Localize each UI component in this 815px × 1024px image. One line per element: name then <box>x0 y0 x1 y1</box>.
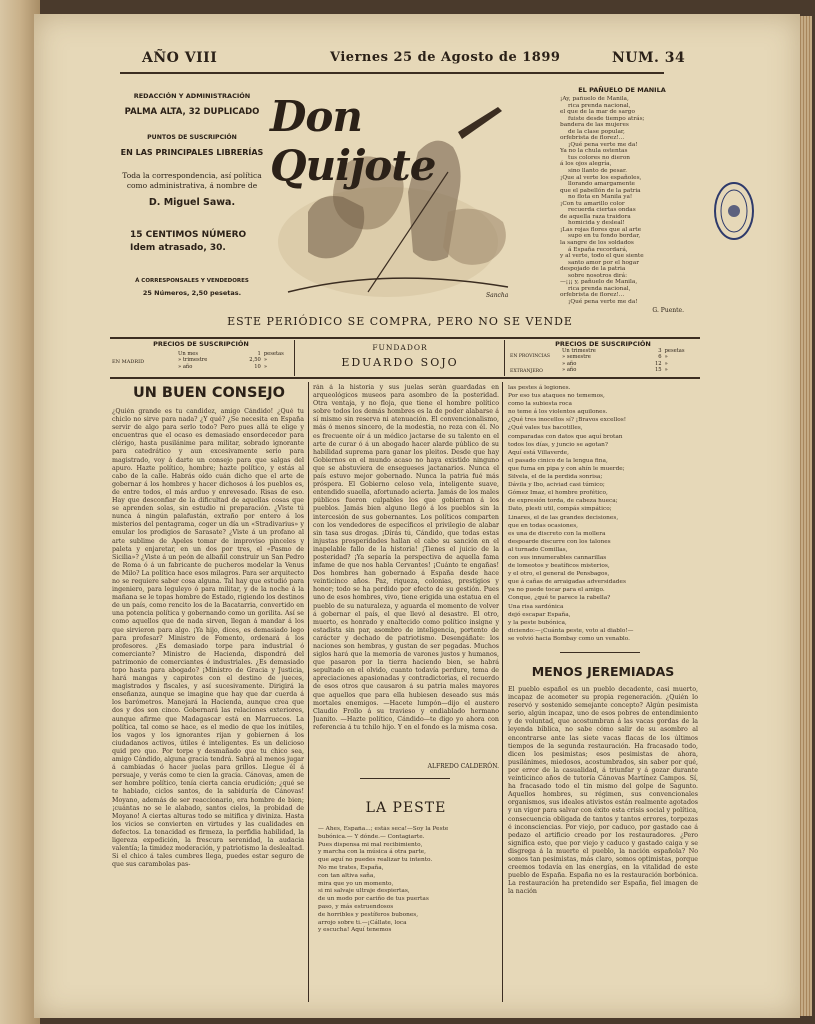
poem-line: Aquí está Villaverde, <box>508 449 569 456</box>
poem-line: ¡Que al verte los españoles, <box>560 174 642 181</box>
back-issue-price: Idem atrasado, 30. <box>130 243 226 253</box>
fundador-box <box>300 343 500 369</box>
subs-left-place: EN MADRID <box>112 359 145 365</box>
column-rule-2 <box>502 382 503 1002</box>
column-rule-1 <box>308 382 309 1002</box>
panuelo-poem <box>560 86 684 312</box>
subs-left-rows <box>178 351 290 370</box>
poem-line: Linares, el de las grandes decisiones, <box>508 514 619 521</box>
poem-line: — Ahes, España...; estás seca!—Soy la Peste <box>318 826 449 832</box>
panuelo-lines <box>560 96 684 306</box>
stamp-seal-icon <box>712 180 756 242</box>
subs-divider-1 <box>294 340 295 376</box>
puntos-title: PUNTOS DE SUSCRIPCIÓN <box>147 134 237 141</box>
year-label: AÑO VIII <box>142 50 218 66</box>
poem-line: que á cañas de arraigadas adversidades <box>508 579 626 586</box>
price-label: » año <box>562 367 577 374</box>
poem-line: de lomeotos y beatíficos misterios, <box>508 563 610 570</box>
band-bottom-rule <box>110 377 700 379</box>
poem-line: Conque, ¿qué te parece la rabella? <box>508 595 611 602</box>
poem-line: paso, y más estruendosos <box>318 903 394 910</box>
subs-left <box>110 340 292 370</box>
artist-signature: Sancha <box>486 292 509 299</box>
poem-line: Dávila y Ibo, aciviad casi túmico; <box>508 482 605 489</box>
editor-name: D. Miguel Sawa. <box>148 197 236 208</box>
poem-line: recuerda ciertas ondas <box>568 207 636 214</box>
price-label: » año <box>178 363 193 370</box>
poem-line: fuiste desde tiempo atrás; <box>568 115 645 122</box>
poem-line: que en todas ocasiones, <box>508 522 579 529</box>
poem-line: y al verte, todo el que siente <box>560 253 644 260</box>
poem-line: dejó escapar España, <box>508 611 571 618</box>
poem-line: bubónica.— Y dónde.— Contagiarte. <box>318 833 425 840</box>
price-unit: » <box>263 363 268 370</box>
poem-line: con tan altiva saña, <box>318 872 376 879</box>
poem-line: que fuma en pipa y con ahín le muerde; <box>508 465 625 472</box>
poem-line: Por eso tus ataques no tememos, <box>508 393 605 400</box>
price-value: 1 <box>257 351 261 357</box>
poem-line: de horribles y pestíferos bubones, <box>318 911 419 918</box>
poem-line: el pasado cinico de la lengua fina, <box>508 457 608 464</box>
price-label: Un mes <box>178 351 199 357</box>
poem-line: ya no puede tocar para el amigo. <box>508 587 605 594</box>
poem-line: que el pabellón de la patria <box>560 187 641 194</box>
poem-line: y escucha! Aquí tenemos <box>318 927 392 934</box>
fundador-label: FUNDADOR <box>372 343 428 352</box>
poem-line: sino llanto de pesar. <box>568 168 627 175</box>
poem-line: el que de la mar de sargo <box>560 109 635 116</box>
poem-line: si mi salvaje ultraje despiertas, <box>318 888 410 895</box>
redaccion-address: PALMA ALTA, 32 DUPLICADO <box>124 107 260 117</box>
subs-divider-2 <box>504 340 505 376</box>
poem-line: con sus innumerables cannarillas <box>508 554 607 561</box>
price-row <box>178 364 290 370</box>
poem-line: Una risa sardónica <box>508 603 564 610</box>
poem-line: ¡Con tu amarillo color <box>560 200 625 207</box>
poem-line: despojado de la patria <box>560 266 626 273</box>
poem-line: de un modo por cariño de tus puertas <box>318 896 429 903</box>
poem-line: mira que yo un momento, <box>318 880 394 887</box>
poem-line: tus colores no dieron <box>568 154 631 161</box>
price-unit: » <box>263 357 268 364</box>
poem-line: diciendo:—¡Cuánta peste, voto al diablo!— <box>508 627 634 634</box>
price-unit: » <box>664 354 668 361</box>
poem-line: Ya no la chula ostentas <box>560 148 628 155</box>
price-value: 10 <box>254 363 261 370</box>
poem-line: no teme á los violentos aquilones. <box>508 409 608 416</box>
subs-right <box>508 340 698 374</box>
fundador-name: EDUARDO SOJO <box>341 356 459 369</box>
price-unit: » <box>664 367 668 374</box>
price-value: 15 <box>654 367 662 374</box>
article-separator <box>360 778 450 779</box>
slogan: ESTE PERIÓDICO SE COMPRA, PERO NO SE VENDE <box>227 315 573 328</box>
price-value: 12 <box>654 360 662 367</box>
poem-line: comparadas con datos que aquí brotan <box>508 433 623 440</box>
poem-line: las pestes á legiones. <box>508 385 571 391</box>
poem-line: como la subiesta roca <box>508 401 572 408</box>
panuelo-title: EL PAÑUELO DE MANILA <box>578 86 666 94</box>
poem-line: Silvela, el de la perdida sonrisa; <box>508 474 603 481</box>
poem-line: á España recordará, <box>568 246 628 253</box>
poem-line: despoarde discurre con los talones <box>508 538 611 545</box>
panuelo-signature: G. Puente. <box>652 306 684 314</box>
price-unit: pesetas <box>664 348 685 354</box>
issue-date: Viernes 25 de Agosto de 1899 <box>330 50 561 65</box>
poem-line: ¡Qué pena verte me da! <box>568 298 638 305</box>
poem-line: santo amor por el hogar <box>568 259 639 266</box>
poem-line: Pues dispensa mi mal recibimiento, <box>318 841 423 848</box>
poem-line: sobre nosotros dirá: <box>568 272 628 279</box>
price-unit: » <box>664 360 668 367</box>
masthead-title: Don Quijote <box>270 92 436 190</box>
issue-number: NUM. 34 <box>612 50 686 66</box>
left-info-box <box>112 92 272 298</box>
price-label: » trimestre <box>178 357 208 364</box>
price-value: 6 <box>658 354 662 361</box>
article3-rule <box>560 652 640 653</box>
poem-line: orfebrista de florez!... <box>560 292 625 299</box>
numeros-price: 25 Números, 2,50 pesetas. <box>142 289 242 297</box>
article1-col2: rán á la historia y sus juelas serán guardadas en arqueológicos museos para asombro de la posteridad. Otra ventaja, y no floja, que tiene el hombre político sobre todos los demás hombres es la de poder alabarse á sí mismo sin reserva ni atenuación. El convencionalismo, más ó menos sincero, de la modestia, no reza con él. No es frecuente oír á un médico jactarse de su talento en el arte de curar ó á un abogado hacer alarde público de su habilidad suprema para ganar los pleitos. Desde que hay Gobiernos en el mundo acaso no haya existido ninguno que se abstuviera de ensegueses jactanarios. Nunca el país estuvo mejor gobernado. Nunca la patria fué más próspera. El Gobierno celoso vela, inteligente suave, entendido suaella, afortunado acierta. Jamás de los males públicos fueron culpables los que gobiernan á los pueblos. Jamás bien alguno llegó á los pueblos sin la intercesión de sus gobernantes. Los políticos comparten con los vendedores de específicos el privilegio de alabar sin tasa sus drogas. ¡Dírás tú, Cándido, que todas estas injustas prosperidades hallan el cabo su sanción en el inapelable fallo de la historia! ¡Tienes el juicio de la posteridad? ¡Ya separía la perspectiva de aquella fama infame de que nos habla Cervantes! ¡Cuánto te engañas! Dos hombres han gobernado á España desde hace veinticinco años. Paz, riqueza, colonias, prestigios y honor; todo se ha perdido por efecto de su gestión. Pues uno de esos hombres, vivo, tiene erigida una estatua en el pueblo de su naturaleza, y aguarda el momento de volver á gobernar el país, el que llevó al desastre. El otro, muerto, es honrado y enaltecido como político insigne y estadista sin par, asombro de inteligencia, portento de carácter y dechado de patriotismo. Desengáñate: los naciones son hembras, y gustan de ser pegadas. Muchos siglos hará que la memoria de varones justos y humanos, que pasaron por la tierra haciendo bien, se habrá sepultado en el olvido, cuanto todavía perdure, tema de apreciaciones apasionadas y contradictorias, el recuerdo de esos otros que causaron á su patria males mayores que aquellos que para ella hubiesen deseado sus más mortales enemigos. —Hacete lumpón—dijo el austero Claudio Frollo á su travieso y endiablado hermano Juanito. —Hazte político, Cándido—te digo yo ahora con referencia á tu tchilo hijo. Y en el fondo es la misma cosa. <box>313 384 499 731</box>
poem-line: que aquí no puedes realizar tu intento. <box>318 857 433 864</box>
subs-left-title: PRECIOS DE SUSCRIPCIÓN <box>153 340 249 348</box>
poem-line: arrojo sobre ti.—¡Cállate, loca <box>318 919 407 926</box>
poem-line: orfebrista de florez!... <box>560 135 625 142</box>
correspondencia-text: Toda la correspondencia, así política como administrativa, á nombre de <box>122 171 262 190</box>
library-stamp <box>712 180 756 242</box>
poem-line: y marcha con la música á otra parte, <box>318 849 426 856</box>
article3-title: MENOS JEREMIADAS <box>531 664 675 679</box>
poem-line: la sangre de los soldados <box>560 240 634 247</box>
poem-line: Gómez Imaz, el hombre profético, <box>508 490 608 497</box>
poem-line: supo en tu fondo bordar, <box>568 233 641 240</box>
article1-author: ALFREDO CALDERÓN. <box>427 763 499 770</box>
poem-line: rica prenda nacional, <box>568 285 631 292</box>
page-edges <box>798 16 812 1016</box>
poem-line: todos los días, y juncio se agotan? <box>508 441 609 448</box>
poem-line: y el otro, el general de Pensbagos, <box>508 571 610 578</box>
price-label: » año <box>562 360 577 367</box>
poem-line: ¡Qué pena verte me da! <box>568 141 638 148</box>
article2-title: LA PESTE <box>365 800 447 816</box>
price-unit: pesetas <box>263 351 284 357</box>
poem-line: llorando amargamente <box>568 181 635 188</box>
poem-line: al turnado Comillas, <box>508 546 568 553</box>
subscription-band <box>110 340 700 376</box>
poem-line: ¿Qué vales tus bacotilles, <box>508 425 583 432</box>
masthead-illustration <box>268 92 540 304</box>
article1-title: UN BUEN CONSEJO <box>132 385 286 401</box>
redaccion-title: REDACCIÓN Y ADMINISTRACIÓN <box>133 92 251 100</box>
poem-line: No me trates, España, <box>318 864 384 871</box>
poem-line: bandera de las mujeres <box>560 122 629 129</box>
poem-line: no flota en Manila ya! <box>568 194 633 201</box>
price-row <box>562 367 696 373</box>
article1-col1: ¿Quién grande es tu candidez, amigo Cándido! ¿Qué tu chiclo no sirve para nada? ¿Y qué? ¿Se necesita en España servir de algo para serlo todo? Pero pues allá te elige y encuentras que el ocaso es demasiado ensordecedor para clérigo, hasta pusilánime para militar, sobrado ignorante para catedrático y aun excesivamente serio para magistrado, voy á darte un consejo para que salgas del apuro. Hazte político, hombre; hazte político, y estás al cabo de la calle. Habrás oído cuán dicho que el arte de gobernar á los hombres y hacer dichosos á los pueblos es, de entre todos, el más arduo y enrevesado. Risas de eso. Hay que desconfiar de la dificultad de aquellas cosas que se aprenden solas, sin estudio ni preparación. ¿Viste tú nunca á ningún palafustán, extraño por entero á los misterios del pentagrama, coger un día un «Stradivarius» y emular los prodigios de Sarasate? ¿Viste á un profano al arte sublime de Apeles tomar de improviso pinceles y paleta y enjaretar, en un dos por tres, el «Pasmo de Sicilia»? ¿Viste á un peón de albañil construir un San Pedro de Roma ó á un fabricante de pucheros modelar la Venus de Milo? La política hace esos milagros. Para ser arquitecto no se requiere saber cosa alguna. Tal hay que estudió para ingeniero, para leguleyo ó para militar, y de la noche á la mañana se le topas hombre de Estado, rigiendo los destinos de un país, como rencito los de la Bacatarria, convertido en una potencia política y gobernando como un gorilita. Así se como aquellos que de nada sirven, llegan á mandar á los que sirvieron para algo. ¡Ya hijo, dices, es demasiado lego para profesar? Ministro de Fomento, ordenará á los profesores. ¿Es demasiado torpe para industrial ó comerciante? Ministro de Hacienda, dispondrá del patrimonio de comerciantes é industriales. ¿Es demasiado topo hasta para abogado? ¡Ministro de Gracia y Justicia, hará mangas y capirotes con el destino de jueces, magistrados y fiscales, y así sucesivamente. Dirigirá la enseñanza, aunque se imagine que hay que dar cuerda á los barómetros. Manejará la Hacienda, aunque crea que dos y dos son cinco. Gobernará las relaciones exteriores, aunque afirme que Madagascar está en Marruecos. La política, tal como se hace, es el medio de que los inútiles, los vagos y los ignorantes rijan y gobiernen á los ciudadanos activos, útiles é inteligentes. Es un delicioso quid pro quo. Por torpe y desmañado que tu chico sea, amigo Cándido, alguna gracia tendrá. Sabrá al menos jugar á cambiadas ó hacer juelas para grillos. Llegue él á persuaje, y verás como te cien la gracia. Cánovas, amen de ser hombre político, tenía cierta cancia erudición; ¿qué se te habiado, ciclos santos, de la sabiduría de Cánovas! Moyano, además de ser reaccionario, era hombre de bien; ¡cuántas no se le alabado, santos cielos, la probidad de Moyano! A ciertas alturas todo se mitifica y diviniza. Hasta los vicios se convierten en virtudes y las cualidades en defectos. La tenacidad es firmeza, la perfidia habilidad, la ligereza expedición, la frescura serenidad, la audacia valentía; la timidez moderación, y patriotismo la deslealtad. Si el chico á tales cumbres llega, puedes estar seguro de que sus carambolas pas- <box>112 408 304 869</box>
subs-right-place2: EXTRANJERO <box>510 369 543 374</box>
subs-right-rows <box>562 348 696 374</box>
puntos-value: EN LAS PRINCIPALES LIBRERÍAS <box>120 148 264 157</box>
price-label: Un trimestre <box>562 348 596 354</box>
poem-line: de expresión torda, de cabeza hueca; <box>508 498 618 505</box>
poem-line: rica prenda nacional, <box>568 102 631 109</box>
poem-line: homicida y desleal! <box>568 220 625 227</box>
peste-lines <box>318 826 500 946</box>
corresponsales-label: Á CORRESPONSALES Y VENDEDORES <box>135 278 249 284</box>
subs-right-place1: EN PROVINCIAS <box>510 354 551 359</box>
header-rule <box>120 72 664 74</box>
poem-line: ¡Ay, pañuelo de Manila, <box>560 96 629 102</box>
poem-line: á los ojos alegría, <box>560 161 612 168</box>
poem-line: y la peste bubónica, <box>508 619 567 626</box>
poem-line: ¿Qué tres inocellos sí? ¡Bravos excellos! <box>508 417 627 424</box>
price-value: 3 <box>658 348 662 354</box>
poem-line: Dato, plesti util, compás simpático; <box>508 506 612 513</box>
peste-continuation <box>508 384 698 652</box>
poem-line: ¡Las rojas flores que al arte <box>560 226 642 233</box>
article3-body: El pueblo español es un pueblo decadente, casi muerto, incapaz de acometer su propia regeneración. ¿Quién lo reservó y sostenido semejante concepto? Algún pesimista serio, algún incapaz, uno de esos pobres de entendimiento y de voluntad, que acostumbran á las vacas gordas de la leyenda bíblica, no sabe cómo salir de su asombro al encontrarse ante las siete vacas flacas de los últimos tiempos de la segunda restauración. Ha fracasado todo, dicen los pesimistas; esos pesimistas de ahora, pusilánimes, miedosos, acostumbrados, sin saber por qué, por error de la casualidad, á triunfar y á gozar durante veinticinco años de tutoría Cánovas Martínez Campos. Sí, ha fracasado todo el tin mismo del golpe de Sagunto. Aquellos hombres, su régimen, sus convencionales organismos, sus ideales ativistos están realmente agotados y un vigor para salvar con éxito esta crisis social y política, consecuencia obligada de tantos y tantos errores, torpezas é inconsciencias. Por viejo, por caduco, por gastado cae á pedazo el artificio creado por los restauradores. ¿Pero significa esto, que por viejo y caduco y gastado caiga y se disgrega á la muerte el pueblo, la nación española? No somos tan pesimistas, más claro, somos optimistas, porque creemos todavía en las energías, en la vitalidad de este pueblo de España. España no es la restauración borbónica. La restauración ha pretendido ser España, fiel imagen de la nación <box>508 686 698 896</box>
poem-line: es una de discreto con la mollera <box>508 530 606 537</box>
price-per-issue: 15 CENTIMOS NÚMERO <box>130 230 247 240</box>
price-label: » semestre <box>562 354 591 361</box>
slogan-rule <box>110 337 700 339</box>
poem-line: —¡¡¡ y, pañuelo de Manila, <box>560 279 638 286</box>
poem-line: se volvió hacia Bombay como un venablo. <box>508 635 631 642</box>
poem-line: de aquella raza traidora <box>560 213 631 220</box>
poem-line: de la clase popular, <box>568 128 625 135</box>
subs-right-title: PRECIOS DE SUSCRIPCIÓN <box>555 340 651 348</box>
price-value: 2,50 <box>249 357 261 364</box>
